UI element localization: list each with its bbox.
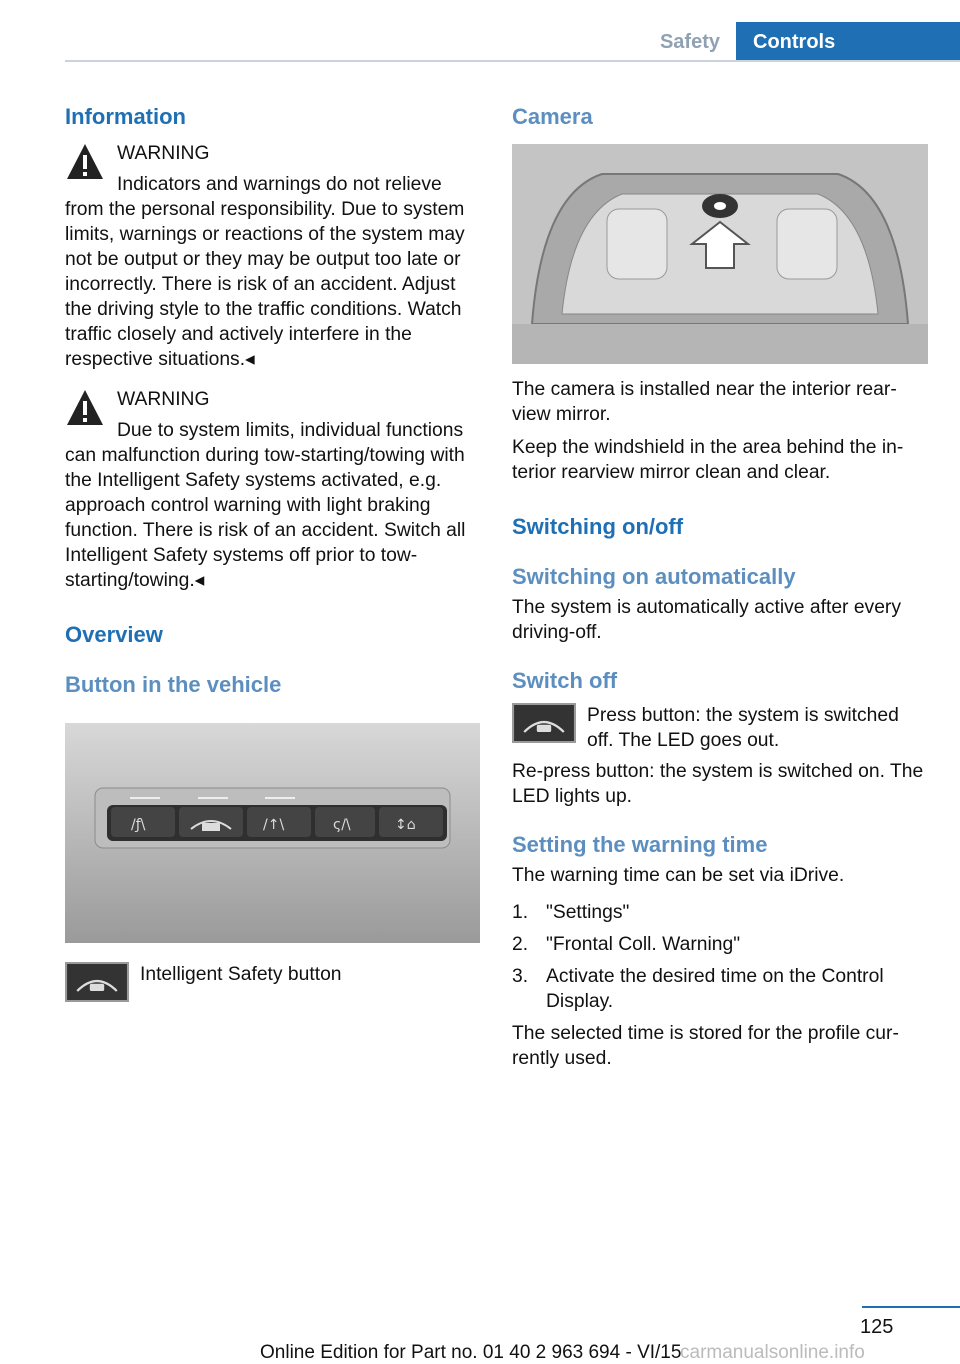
camera-clean-text: Keep the windshield in the area behind the interior rearview mirror clean and clear. xyxy=(512,437,904,483)
switching-heading: Switching on/off xyxy=(512,514,684,539)
right-column-top xyxy=(512,103,926,131)
list-item: 2. "Frontal Coll. Warning" xyxy=(512,934,741,955)
warning-time-text: The warning time can be set via iDrive. xyxy=(512,865,845,886)
svg-text:ς/\: ς/\ xyxy=(333,817,351,833)
intelligent-safety-row xyxy=(65,962,479,1004)
right-column xyxy=(512,377,926,1071)
header-section-tab: Safety xyxy=(659,30,720,53)
svg-text:/↑\: /↑\ xyxy=(263,817,285,833)
switch-on-auto-text: The system is automatically active after every driving-off. xyxy=(512,597,901,643)
information-heading: Information xyxy=(65,104,186,129)
list-item: 1. "Settings" xyxy=(512,902,630,923)
switch-off-row xyxy=(512,703,926,753)
warning-title: WARNING xyxy=(117,143,210,164)
page-number: 125 xyxy=(860,1316,894,1338)
button-panel-illustration xyxy=(65,723,480,943)
intelligent-safety-button-icon xyxy=(512,703,576,743)
footer-divider xyxy=(862,1306,960,1308)
switch-off-text: Press button: the system is switched off. The LED goes out. xyxy=(587,705,899,751)
switch-on-text: Re-press button: the system is switched on. The LED lights up. xyxy=(512,761,924,807)
switch-off-heading: Switch off xyxy=(512,668,618,693)
left-column xyxy=(65,103,479,699)
warning-text: Indicators and warnings do not relieve from the personal responsibility. Due to system limits, warnings or reactions of the system may not be output or they may be output too late or incorrectly. There is risk of an accident. Adjust the driving style to the traffic conditions. Watch traffic closely and actively interfere in the respective situations.◂ xyxy=(65,174,465,370)
header-divider xyxy=(65,60,960,62)
warning-title: WARNING xyxy=(117,389,210,410)
svg-text:↕⌂: ↕⌂ xyxy=(395,817,416,833)
camera-install-text: The camera is installed near the interior rearview mirror. xyxy=(512,379,897,425)
overview-heading: Overview xyxy=(65,622,163,647)
switch-on-auto-heading: Switching on automatically xyxy=(512,564,796,589)
edition-text: Online Edition for Part no. 01 40 2 963 694 - VI/15 xyxy=(260,1342,682,1363)
header-chapter-tab: Controls xyxy=(736,22,960,62)
warning-block-2 xyxy=(65,387,479,593)
warning-time-heading: Setting the warning time xyxy=(512,832,768,857)
warning-text: Due to system limits, individual functions can malfunction during tow-starting/towing with the Intelligent Safety systems activated, e.g. approach control warning with light braking function. There is risk of an accident. Switch all Intelligent Safety systems off prior to tow-starting/towing.◂ xyxy=(65,420,466,591)
watermark: carmanualsonline.info xyxy=(680,1342,865,1363)
stored-text: The selected time is stored for the profile currently used. xyxy=(512,1023,899,1069)
warning-triangle-icon xyxy=(65,387,105,429)
camera-location-illustration xyxy=(512,144,928,364)
warning-block-1 xyxy=(65,141,479,372)
svg-text:/ƒ\: /ƒ\ xyxy=(131,817,146,833)
steps-list xyxy=(512,900,926,1014)
intelligent-safety-button-label: Intelligent Safety button xyxy=(140,964,342,985)
intelligent-safety-button-icon xyxy=(65,962,129,1002)
list-item: 3. Activate the desired time on the Control Display. xyxy=(512,966,884,1012)
camera-heading: Camera xyxy=(512,104,593,129)
button-in-vehicle-heading: Button in the vehicle xyxy=(65,672,282,697)
warning-triangle-icon xyxy=(65,141,105,183)
